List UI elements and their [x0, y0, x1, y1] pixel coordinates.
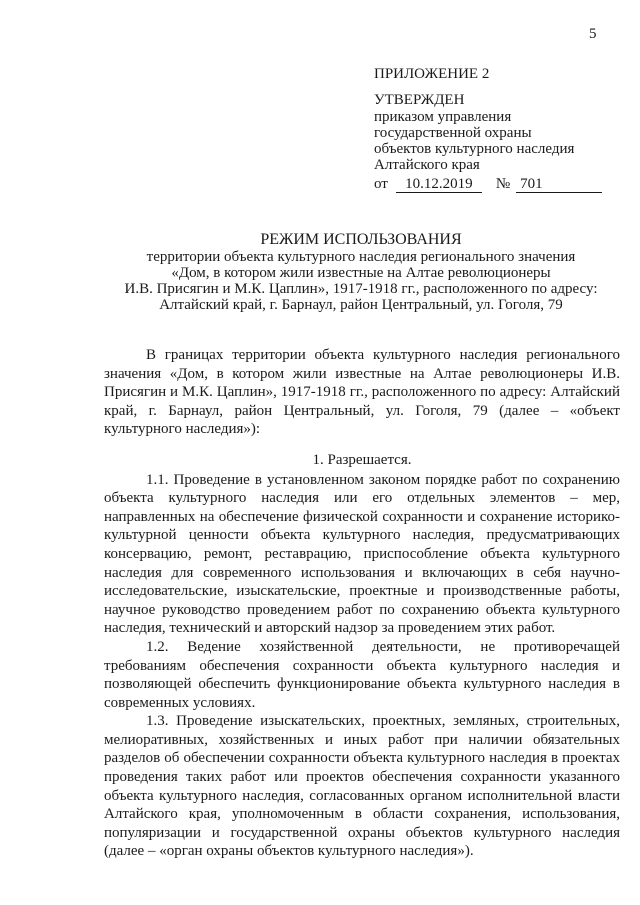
number-label: №: [495, 176, 511, 192]
approval-line: Алтайского края: [374, 157, 480, 173]
approval-stamp-block: [374, 66, 602, 193]
approval-line: объектов культурного наследия: [374, 141, 575, 157]
section-heading: 1. Разрешается.: [312, 451, 412, 468]
approved-label: УТВЕРЖДЕН: [374, 92, 465, 108]
from-label: от: [374, 176, 388, 192]
clause-1-3: 1.3. Проведение изыскательских, проектных, земляных, строительных, мелиоративных, хозяйственных и иных работ при наличии обязательных разделов об обеспечении сохранности объекта культурного наследия в проектах проведения таких работ или проектов обеспечения сохранности указанного объекта культурного наследия, согласованных органом исполнительной власти Алтайского края, уполномоченным в области сохранения, использования, популяризации и государственной охраны объектов культурного наследия (далее – «орган охраны объектов культурного наследия»).: [104, 713, 620, 860]
order-date: 10.12.2019: [396, 176, 482, 193]
approval-line: государственной охраны: [374, 125, 532, 141]
approval-line: приказом управления: [374, 109, 512, 125]
document-title: [96, 232, 626, 313]
order-reference: [374, 176, 602, 193]
title-line: Алтайский край, г. Барнаул, район Центральный, ул. Гоголя, 79: [159, 297, 563, 313]
title-line: «Дом, в котором жили известные на Алтае революционеры: [171, 265, 551, 281]
title-line: территории объекта культурного наследия регионального значения: [146, 249, 576, 265]
title-main: РЕЖИМ ИСПОЛЬЗОВАНИЯ: [260, 231, 462, 248]
clause-1-1: 1.1. Проведение в установленном законом порядке работ по сохранению объекта культурного наследия или его отдельных элементов – мер, направленных на обеспечение физической сохранности и сохранение историко-культурной ценности объекта культурного наследия, предусматривающих консервацию, ремонт, реставрацию, приспособление объекта культурного наследия для современного использования и включающих в себя научно-исследовательские, изыскательские, проектные и производственные работы, научное руководство проведением работ по сохранению объекта культурного наследия, технический и авторский надзор за проведением этих работ.: [104, 471, 620, 637]
page-number: 5: [589, 26, 597, 42]
appendix-label: ПРИЛОЖЕНИЕ 2: [374, 66, 490, 82]
title-line: И.В. Присягин и М.К. Цаплин», 1917-1918 гг., расположенного по адресу:: [124, 281, 598, 297]
document-body: [104, 346, 620, 861]
intro-paragraph: В границах территории объекта культурного наследия регионального значения «Дом, в котором жили известные на Алтае революционеры И.В. Присягин и М.К. Цаплин», 1917-1918 гг., расположенного по адресу: Алтайский край, г. Барнаул, район Центральный, ул. Гоголя, 79 (далее – «объект культурного наследия»):: [104, 347, 620, 438]
order-number: 701: [516, 176, 602, 193]
clause-1-2: 1.2. Ведение хозяйственной деятельности, не противоречащей требованиям обеспечения сохранности объекта культурного наследия и позволяющей обеспечить функционирование объекта культурного наследия в современных условиях.: [104, 638, 620, 711]
